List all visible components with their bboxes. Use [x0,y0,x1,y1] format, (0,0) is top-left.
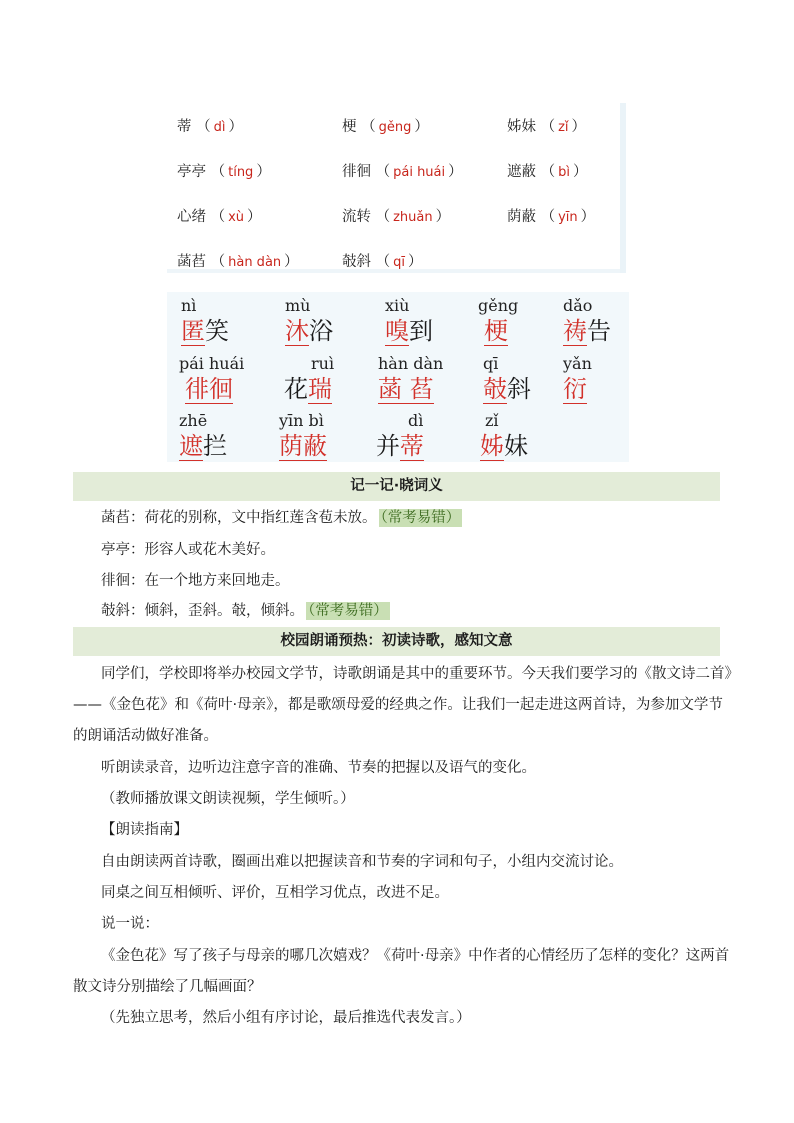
paragraph-line: 散文诗分别描绘了几幅画面？ [73,979,262,995]
vocab-pinyin: hàn dàn [228,255,282,270]
word-red-char: 攲 [483,375,507,403]
word-red-char: 遮 [179,432,203,460]
word-item [284,354,334,404]
paragraph-line: 自由朗读两首诗歌，圈画出难以把握读音和节奏的字词和句子，小组内交流讨论。 [101,854,623,870]
word-pinyin: gěng [478,296,519,315]
word-pinyin: qī [483,354,499,373]
vocab-char: 梗 [342,119,357,135]
word-pinyin: nì [181,296,197,315]
word-black-char: 并 [376,432,400,460]
word-item [480,411,528,461]
word-black-char: 妹 [504,432,528,460]
word-black-char: 斜 [507,375,531,403]
word-item [563,296,611,346]
word-item [179,354,244,404]
word-red-char: 蒂 [400,432,424,460]
vocab-char: 菡萏 [177,254,206,270]
definition-text: 攲斜：倾斜，歪斜。攲，倾斜。 [101,603,304,619]
paragraph-line: 的朗诵活动做好准备。 [73,728,218,744]
definition-item [101,601,390,621]
word-item [179,411,227,461]
paragraph-line: （教师播放课文朗读视频，学生倾听。） [101,791,355,807]
word-black-char: 花 [284,375,308,403]
word-pinyin: pái huái [179,354,245,373]
vocab-char: 蒂 [177,119,192,135]
vocab-char: 心绪 [177,209,206,225]
word-item [478,296,518,346]
word-red-char: 梗 [484,317,508,345]
vocab-char: 亭亭 [177,164,206,180]
paragraph-line: 《金色花》写了孩子与母亲的哪几次嬉戏？《荷叶·母亲》中作者的心情经历了怎样的变化？这两首 [101,948,730,964]
vocab-pinyin: zhuǎn [393,210,433,225]
vocab-pinyin: dì [213,120,226,135]
word-pinyin: dǎo [563,296,593,315]
vocab-item: 徘徊 （ pái huái ） [342,164,463,180]
word-red-char: 衍 [563,375,587,403]
word-item [563,354,592,404]
definition-item [101,508,462,528]
vocab-char: 姊妹 [507,119,536,135]
vocab-char: 荫蔽 [507,209,536,225]
vocab-item: 遮蔽 （ bì ） [507,164,588,180]
word-red-char: 匿 [181,317,205,345]
vocab-item: 亭亭 （ tíng ） [177,164,271,180]
vocab-pinyin: qī [393,255,405,270]
word-red-char: 嗅 [385,317,409,345]
definition-text: 徘徊：在一个地方来回地走。 [101,573,290,589]
guide-heading: 【朗读指南】 [101,822,188,838]
vocab-char: 流转 [342,209,371,225]
vocab-pinyin: bì [558,165,570,180]
word-pinyin: xiù [385,296,410,315]
vocab-item: 流转 （ zhuǎn ） [342,209,451,225]
word-pinyin: yīn bì [279,411,324,430]
word-black-char: 告 [587,317,611,345]
vocab-pinyin: xù [228,210,245,225]
word-item [279,411,327,461]
vocab-item: 心绪 （ xù ） [177,209,262,225]
word-red-char: 祷 [563,317,587,345]
word-pinyin: dì [408,411,424,430]
word-item [285,296,333,346]
vocab-item: 姊妹 （ zǐ ） [507,119,587,135]
word-black-char: 拦 [203,432,227,460]
vocab-pinyin: gěng [378,120,412,135]
paragraph-line: 同桌之间互相倾听、评价，互相学习优点，改进不足。 [101,885,449,901]
word-red-char: 瑞 [308,375,332,403]
section-heading-reading: 校园朗诵预热：初读诗歌，感知文意 [73,627,720,656]
paragraph-line: 同学们，学校即将举办校园文学节，诗歌朗诵是其中的重要环节。今天我们要学习的《散文诗二首》 [101,666,739,682]
definition-text: 亭亭：形容人或花木美好。 [101,542,275,558]
vocab-pinyin: pái huái [393,165,446,180]
character-writing-image [167,292,629,462]
vocab-item: 攲斜 （ qī ） [342,254,423,270]
paragraph-line: 说一说： [101,916,159,932]
word-pinyin: ruì [311,354,335,373]
word-pinyin: hàn dàn [378,354,444,373]
vocab-item: 荫蔽 （ yīn ） [507,209,596,225]
word-pinyin: mù [285,296,311,315]
word-black-char: 浴 [309,317,333,345]
vocab-pinyin: tíng [228,165,254,180]
vocab-char: 攲斜 [342,254,371,270]
word-black-char: 笑 [205,317,229,345]
definition-text: 菡萏：荷花的别称，文中指红莲含苞未放。 [101,510,377,526]
vocab-pinyin: zǐ [558,120,569,135]
section-heading-vocab: 记一记·晓词义 [73,472,720,501]
definition-item [101,571,290,591]
word-item [385,296,433,346]
word-pinyin: zhē [179,411,208,430]
word-red-char: 荫蔽 [279,432,327,460]
paragraph-line: 听朗读录音，边听边注意字音的准确、节奏的把握以及语气的变化。 [101,760,536,776]
word-item [483,354,531,404]
vocab-item: 蒂 （ dì ） [177,119,243,135]
vocab-char: 徘徊 [342,164,371,180]
paragraph-line: ——《金色花》和《荷叶·母亲》，都是歌颂母爱的经典之作。让我们一起走进这两首诗，为参加文学节 [73,697,723,713]
word-item [376,411,424,461]
word-pinyin: yǎn [563,354,592,373]
word-red-char: 菡 萏 [378,375,434,403]
pinyin-vocab-image [167,103,626,273]
word-black-char: 到 [409,317,433,345]
vocab-pinyin: yīn [558,210,578,225]
vocab-item: 梗 （ gěng ） [342,119,429,135]
common-error-tag: （常考易错） [380,510,461,526]
word-item [181,296,229,346]
word-pinyin: zǐ [485,411,499,430]
word-red-char: 徘徊 [185,375,233,403]
common-error-tag: （常考易错） [308,603,388,619]
vocab-char: 遮蔽 [507,164,536,180]
word-red-char: 沐 [285,317,309,345]
definition-item [101,540,275,560]
word-item [378,354,443,404]
vocab-item: 菡萏 （ hàn dàn ） [177,254,299,270]
word-red-char: 姊 [480,432,504,460]
paragraph-line: （先独立思考，然后小组有序讨论，最后推选代表发言。） [101,1010,471,1026]
